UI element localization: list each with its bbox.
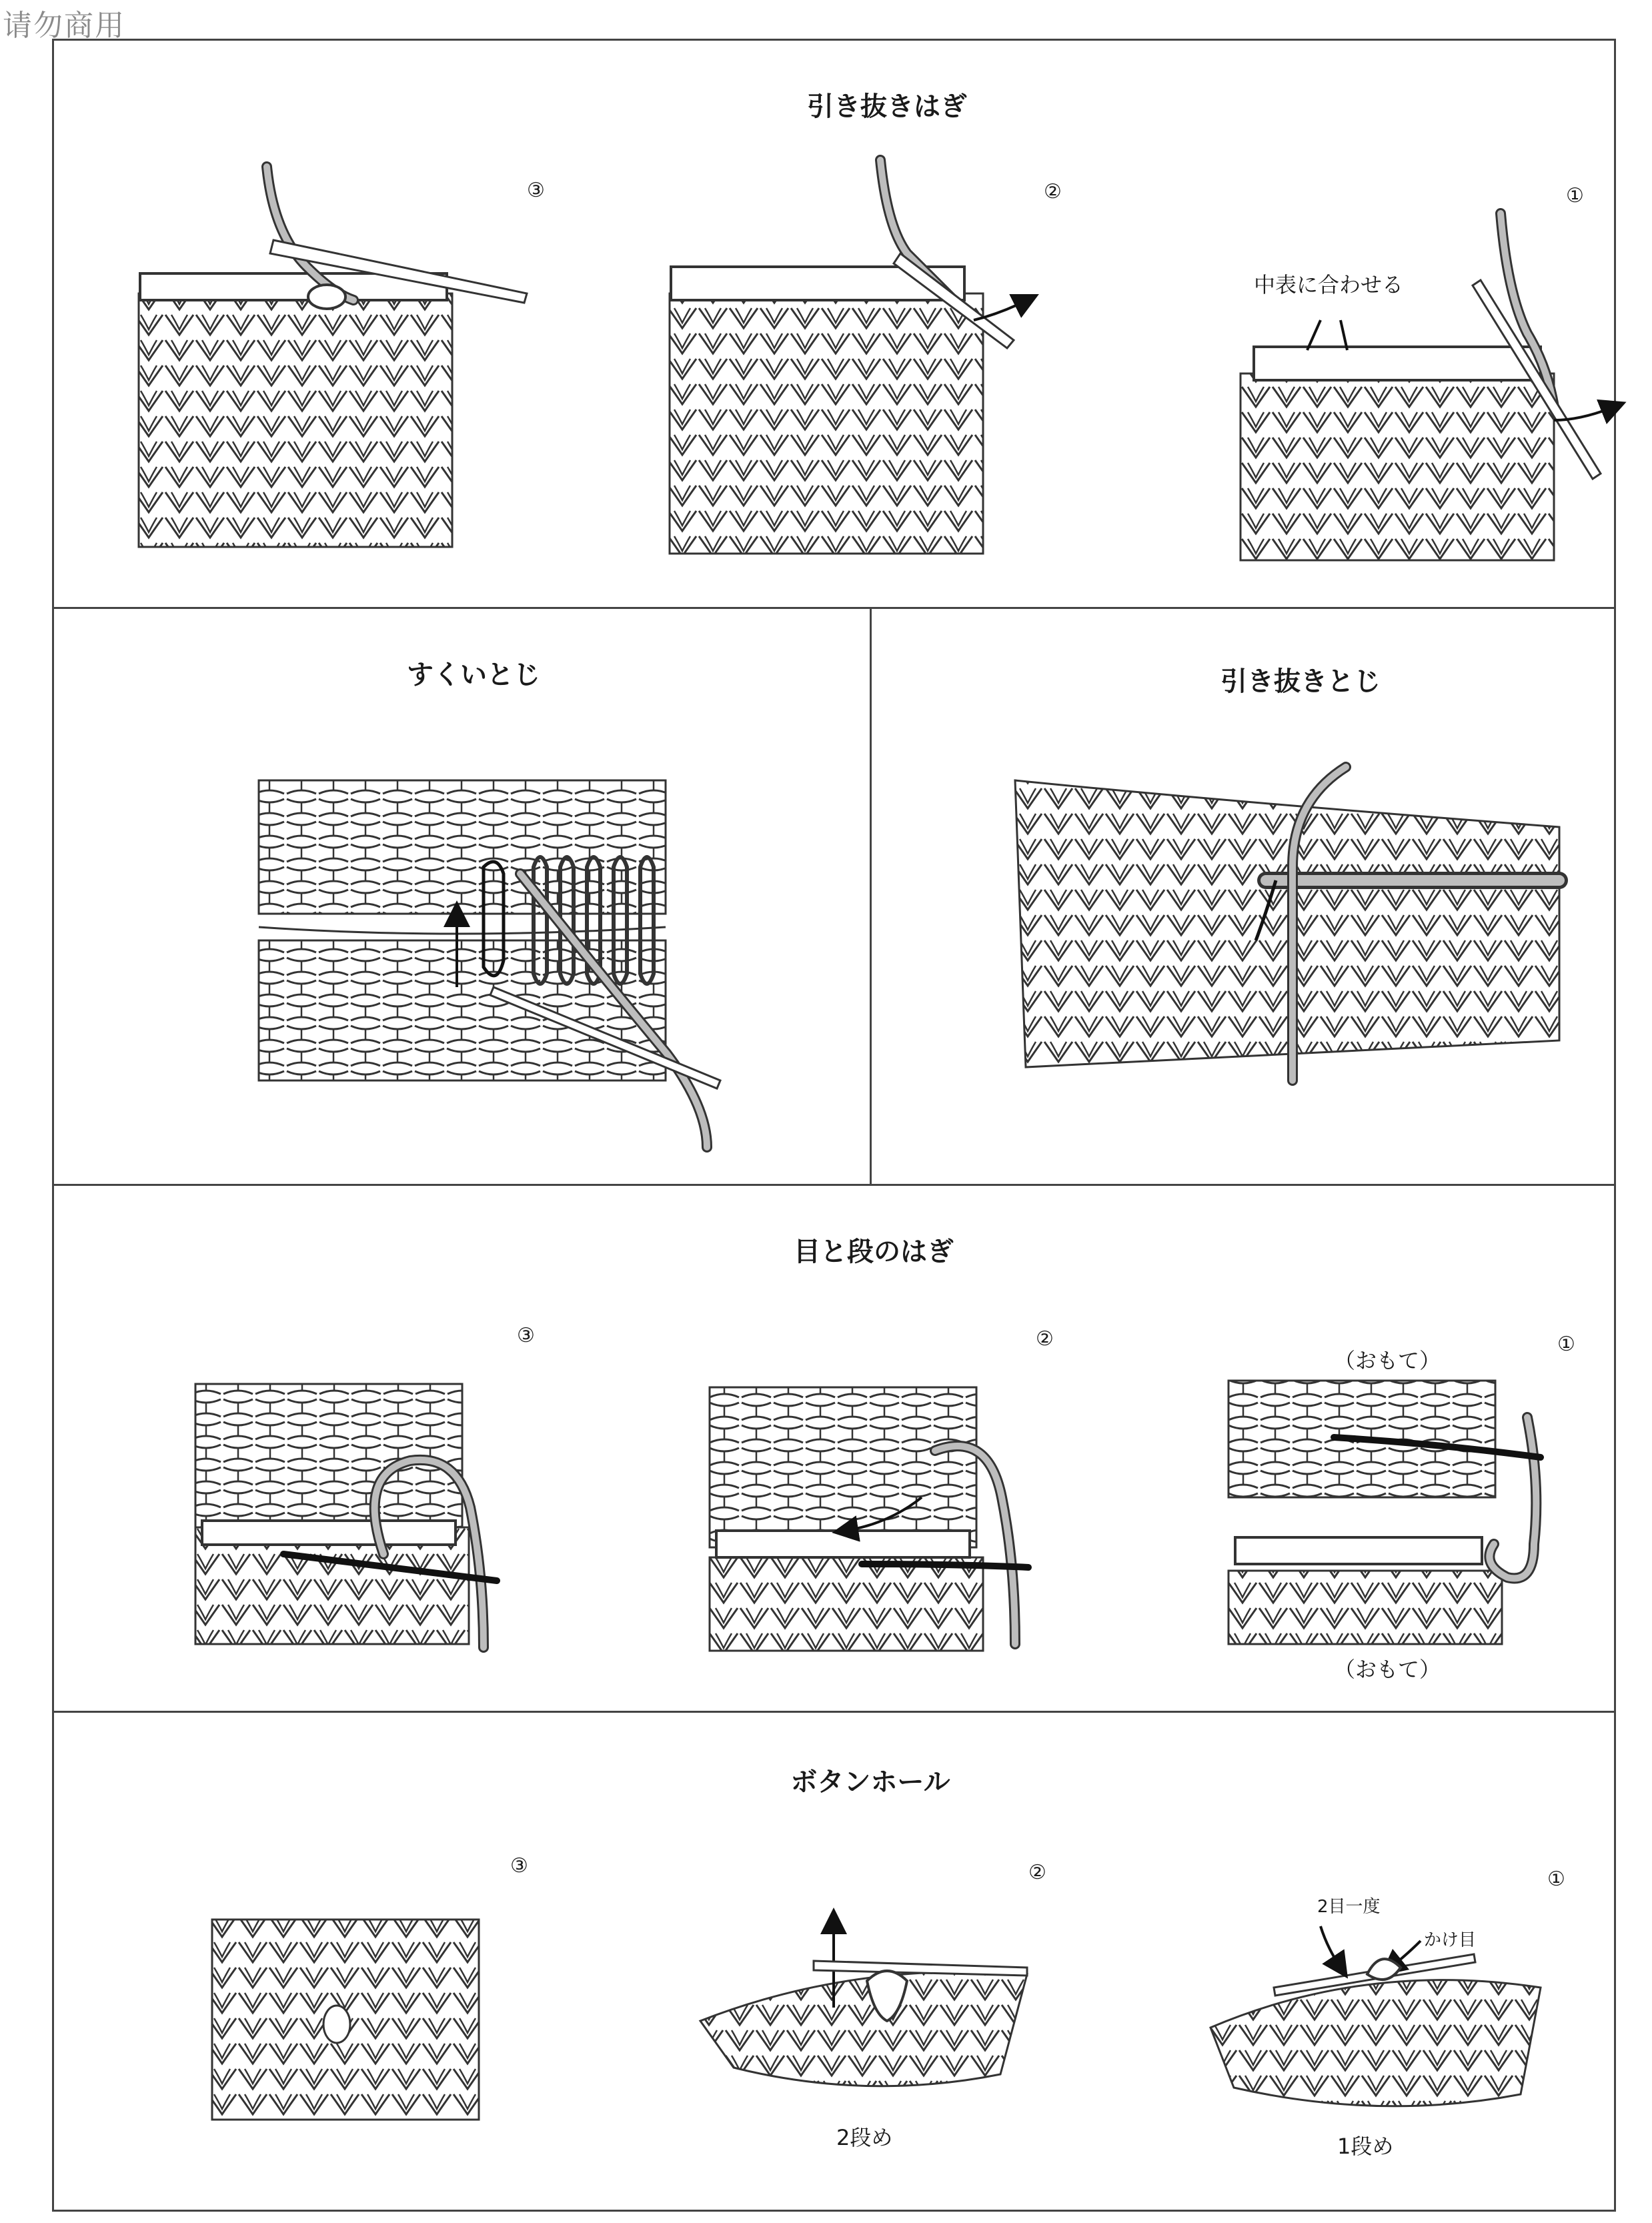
- divider-1: [52, 607, 1616, 609]
- step-number-1: ①: [1547, 1868, 1565, 1891]
- section-title: 引き抜きはぎ: [807, 91, 967, 122]
- illustration-step-1: [1207, 1921, 1554, 2121]
- section-title: 引き抜きとじ: [1220, 666, 1381, 697]
- divider-3: [52, 1711, 1616, 1713]
- illustration-step-2: [708, 1377, 1055, 1657]
- illustration-step-3: [207, 1914, 487, 2128]
- step-number-2: ②: [1044, 180, 1062, 203]
- illustration-step-2: [694, 1901, 1040, 2114]
- illustration-step-3: [190, 1374, 537, 1654]
- section-title: ボタンホール: [790, 1767, 950, 1797]
- label-omote-top: （おもて）: [1334, 1348, 1441, 1373]
- step-number-3: ③: [510, 1854, 528, 1878]
- illustration-sukui-toji: [253, 774, 734, 1147]
- divider-vertical: [870, 607, 872, 1184]
- watermark: 请勿商用: [3, 9, 125, 43]
- label-2me-ichido: 2目一度: [1317, 1897, 1381, 1917]
- step-number-2: ②: [1036, 1327, 1054, 1351]
- section-title: 目と段のはぎ: [794, 1237, 954, 1267]
- section-title: すくいとじ: [407, 660, 540, 690]
- step-number-1: ①: [1557, 1333, 1575, 1356]
- step-number-3: ③: [517, 1324, 535, 1347]
- illustration-hikinuki-toji: [1012, 760, 1573, 1094]
- step-number-3: ③: [527, 179, 545, 202]
- callout-label: 中表に合わせる: [1254, 272, 1404, 297]
- illustration-step-1: [1227, 1377, 1574, 1657]
- label-omote-bottom: （おもて）: [1334, 1657, 1441, 1682]
- step-number-2: ②: [1028, 1861, 1046, 1884]
- divider-2: [52, 1184, 1616, 1186]
- row-label-1: 1段め: [1337, 2134, 1394, 2159]
- illustration-step-1: [1241, 207, 1641, 567]
- illustration-step-2: [667, 153, 1080, 567]
- illustration-step-3: [133, 160, 547, 560]
- step-number-1: ①: [1566, 184, 1584, 207]
- label-kakeme: かけ目: [1424, 1930, 1477, 1950]
- row-label-2: 2段め: [836, 2125, 893, 2150]
